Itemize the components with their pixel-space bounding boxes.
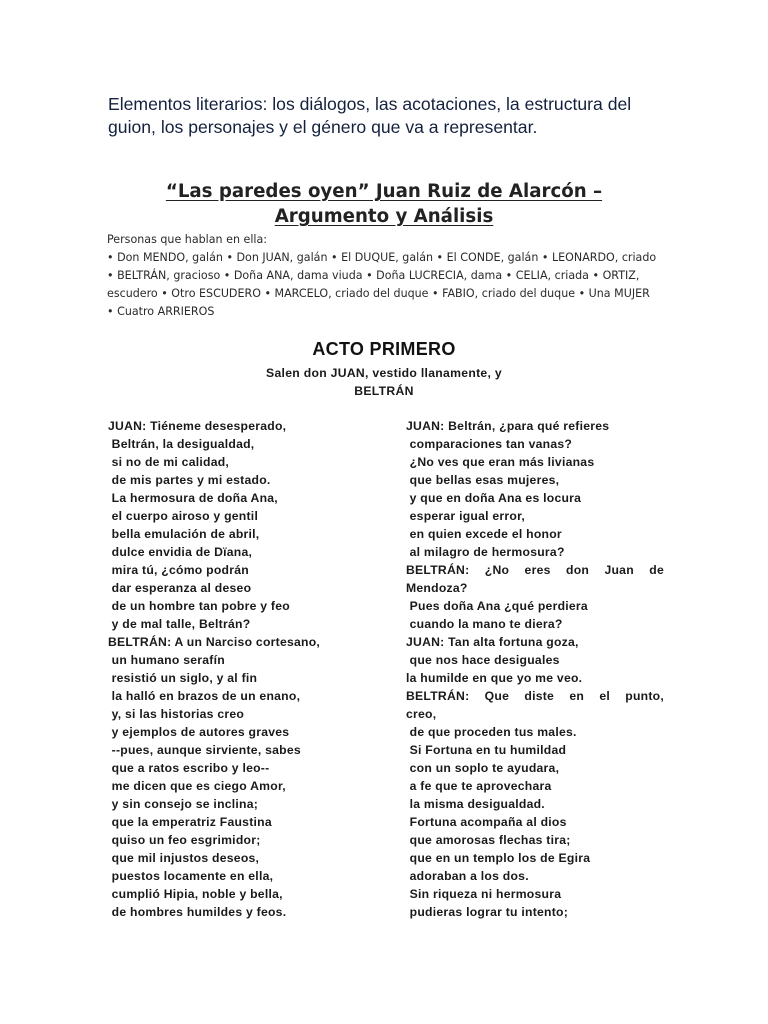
- verse-line: dulce envidia de Dïana,: [108, 545, 253, 559]
- document-title: [0, 179, 768, 229]
- verse-line: comparaciones tan vanas?: [406, 437, 573, 451]
- dramatis-personae: [107, 231, 667, 321]
- verse-line: --pues, aunque sirviente, sabes: [108, 743, 301, 757]
- stage-direction-line: Salen don JUAN, vestido llanamente, y: [266, 366, 502, 380]
- verse-line: de un hombre tan pobre y feo: [108, 599, 290, 613]
- verse-line: que nos hace desiguales: [406, 653, 560, 667]
- verse-line: que a ratos escribo y leo--: [108, 761, 270, 775]
- verse-line: creo,: [406, 707, 437, 721]
- verse-line: resistió un siglo, y al fin: [108, 671, 258, 685]
- title-line-2-text: Argumento y Análisis: [274, 206, 494, 227]
- verse-line: la humilde en que yo me veo.: [406, 671, 583, 685]
- verse-line: adoraban a los dos.: [406, 869, 529, 883]
- verse-line: si no de mi calidad,: [108, 455, 230, 469]
- intro-paragraph: Elementos literarios: los diálogos, las acotaciones, la estructura del guion, los personajes y el género que va a representar.: [108, 94, 632, 137]
- verse-line: un humano serafín: [108, 653, 225, 667]
- verse-line: y de mal talle, Beltrán?: [108, 617, 251, 631]
- verse-line: BELTRÁN: ¿No eres don Juan de: [406, 563, 664, 577]
- persons-heading: Personas que hablan en ella:: [107, 233, 268, 246]
- verse-line: de mis partes y mi estado.: [108, 473, 271, 487]
- act-heading: ACTO PRIMERO: [312, 339, 456, 359]
- verse-line: JUAN: Tan alta fortuna goza,: [406, 635, 579, 649]
- verse-line: Mendoza?: [406, 581, 468, 595]
- verse-line: y, si las historias creo: [108, 707, 245, 721]
- verse-line: el cuerpo airoso y gentil: [108, 509, 259, 523]
- verse-line: que mil injustos deseos,: [108, 851, 260, 865]
- verse-line: La hermosura de doña Ana,: [108, 491, 278, 505]
- verse-line: pudieras lograr tu intento;: [406, 905, 569, 919]
- verse-line: mira tú, ¿cómo podrán: [108, 563, 249, 577]
- verse-line: BELTRÁN: Que diste en el punto,: [406, 689, 664, 703]
- verse-line: esperar igual error,: [406, 509, 526, 523]
- verse-line: Pues doña Ana ¿qué perdiera: [406, 599, 588, 613]
- verse-line: BELTRÁN: A un Narciso cortesano,: [108, 635, 321, 649]
- verse-line: de que proceden tus males.: [406, 725, 577, 739]
- persons-line: • Cuatro ARRIEROS: [107, 305, 215, 318]
- verse-line: JUAN: Beltrán, ¿para qué refieres: [406, 419, 610, 433]
- verse-line: Fortuna acompaña al dios: [406, 815, 567, 829]
- title-line-2: [0, 204, 768, 229]
- stage-direction: [0, 364, 768, 400]
- verse-line: de hombres humildes y feos.: [108, 905, 287, 919]
- verse-line: dar esperanza al deseo: [108, 581, 252, 595]
- verse-line: la misma desigualdad.: [406, 797, 545, 811]
- verse-line: ¿No ves que eran más livianas: [406, 455, 595, 469]
- stage-direction-line: BELTRÁN: [354, 384, 414, 398]
- dialogue-column-left: [108, 417, 378, 921]
- persons-line: • BELTRÁN, gracioso • Doña ANA, dama viuda • Doña LUCRECIA, dama • CELIA, criada • ORTIZ,: [107, 269, 640, 282]
- title-line-1-text: “Las paredes oyen” Juan Ruiz de Alarcón –: [165, 181, 603, 202]
- verse-line: Sin riqueza ni hermosura: [406, 887, 562, 901]
- verse-line: bella emulación de abril,: [108, 527, 260, 541]
- verse-line: al milagro de hermosura?: [406, 545, 565, 559]
- verse-line: y ejemplos de autores graves: [108, 725, 290, 739]
- verse-line: la halló en brazos de un enano,: [108, 689, 301, 703]
- persons-line: escudero • Otro ESCUDERO • MARCELO, criado del duque • FABIO, criado del duque • Una MUJER: [107, 287, 650, 300]
- verse-line: que amorosas flechas tira;: [406, 833, 571, 847]
- title-line-1: [0, 179, 768, 204]
- verse-line: que en un templo los de Egira: [406, 851, 591, 865]
- verse-line: JUAN: Tiéneme desesperado,: [108, 419, 287, 433]
- verse-line: Si Fortuna en tu humildad: [406, 743, 567, 757]
- dialogue-column-right: [406, 417, 664, 921]
- verse-line: cuando la mano te diera?: [406, 617, 563, 631]
- verse-line: y sin consejo se inclina;: [108, 797, 259, 811]
- verse-line: que la emperatriz Faustina: [108, 815, 272, 829]
- verse-line: en quien excede el honor: [406, 527, 562, 541]
- persons-line: • Don MENDO, galán • Don JUAN, galán • El DUQUE, galán • El CONDE, galán • LEONARDO, criado: [107, 251, 657, 264]
- verse-line: a fe que te aprovechara: [406, 779, 552, 793]
- verse-line: y que en doña Ana es locura: [406, 491, 582, 505]
- verse-line: con un soplo te ayudara,: [406, 761, 560, 775]
- verse-line: me dicen que es ciego Amor,: [108, 779, 286, 793]
- verse-line: Beltrán, la desigualdad,: [108, 437, 255, 451]
- verse-line: quiso un feo esgrimidor;: [108, 833, 261, 847]
- verse-line: que bellas esas mujeres,: [406, 473, 560, 487]
- verse-line: cumplió Hipia, noble y bella,: [108, 887, 283, 901]
- verse-line: puestos locamente en ella,: [108, 869, 274, 883]
